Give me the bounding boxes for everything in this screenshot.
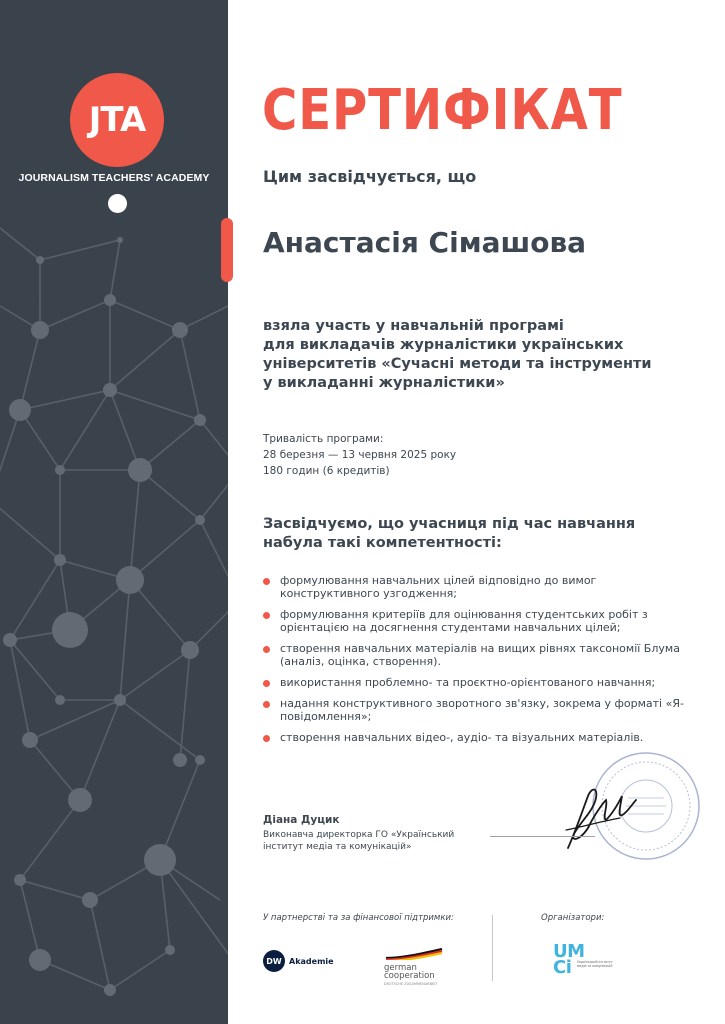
logo-dot bbox=[108, 194, 127, 213]
footer-divider bbox=[492, 915, 493, 981]
competency-item: формулювання навчальних цілей відповідно до вимог конструктивного узгодження; bbox=[263, 574, 693, 600]
competence-intro bbox=[263, 515, 635, 553]
organizers-label: Організатори: bbox=[541, 913, 605, 923]
competency-item: формулювання критеріїв для оцінювання студентських робіт з орієнтацією на досягнення студентами навчальних цілей; bbox=[263, 608, 693, 634]
duration-label: Тривалість програми: bbox=[263, 433, 384, 445]
jta-logo-subtitle: JOURNALISM TEACHERS' ACADEMY bbox=[18, 172, 210, 184]
dw-mark: DW bbox=[263, 950, 285, 972]
gc-line1: german bbox=[384, 963, 417, 973]
recipient-name: Анастасія Сімашова bbox=[263, 226, 587, 259]
competency-item: використання проблемно- та проєктно-орієнтованого навчання; bbox=[263, 676, 693, 689]
jta-logo bbox=[70, 73, 164, 167]
dw-akademie-logo bbox=[263, 950, 334, 972]
sidebar-panel bbox=[0, 0, 228, 1024]
duration-dates: 28 березня — 13 червня 2025 року bbox=[263, 449, 457, 461]
umci-small-text: Український інститут медіа та комунікацій bbox=[577, 960, 613, 968]
accent-bar bbox=[221, 218, 233, 282]
program-line: університетів «Сучасні методи та інструменти bbox=[263, 356, 652, 372]
competency-item: створення навчальних відео-, аудіо- та візуальних матеріалів. bbox=[263, 731, 693, 744]
certificate-title: СЕРТИФІКАТ bbox=[262, 78, 623, 143]
german-cooperation-logo bbox=[384, 945, 444, 986]
certificate-subtitle: Цим засвідчується, що bbox=[263, 167, 477, 186]
program-description bbox=[263, 317, 693, 393]
program-line: для викладачів журналістики українських bbox=[263, 337, 624, 353]
signer-name: Діана Дуцик bbox=[263, 814, 340, 826]
gc-foot: DEUTSCHE ZUSAMMENARBEIT bbox=[384, 982, 438, 986]
competency-item: надання конструктивного зворотного зв'язку, зокрема у форматі «Я-повідомлення»; bbox=[263, 697, 693, 723]
competence-intro-line: набула такі компетентності: bbox=[263, 535, 502, 551]
program-line: у викладанні журналістики» bbox=[263, 375, 505, 391]
signer-role: Виконавча директорка ГО «Український інститут медіа та комунікацій» bbox=[263, 830, 455, 852]
program-duration bbox=[263, 431, 456, 479]
jta-logo-text: JTA bbox=[88, 100, 146, 140]
program-line: взяла участь у навчальній програмі bbox=[263, 318, 564, 334]
umci-line2: Ci bbox=[553, 957, 572, 978]
competence-intro-line: Засвідчуємо, що учасниця під час навчання bbox=[263, 516, 636, 532]
duration-hours: 180 годин (6 кредитів) bbox=[263, 465, 390, 477]
signature bbox=[558, 778, 638, 858]
competency-item: створення навчальних матеріалів на вищих рівнях таксономії Блума (аналіз, оцінка, створення). bbox=[263, 642, 693, 668]
dw-text: Akademie bbox=[289, 956, 334, 966]
partners-label: У партнерстві та за фінансової підтримки: bbox=[263, 913, 454, 923]
signature-line bbox=[490, 836, 595, 837]
competency-list bbox=[263, 574, 693, 752]
german-flag-swoosh-icon bbox=[384, 948, 444, 960]
umci-line1: UM bbox=[553, 941, 585, 962]
gc-line2: cooperation bbox=[384, 971, 435, 981]
